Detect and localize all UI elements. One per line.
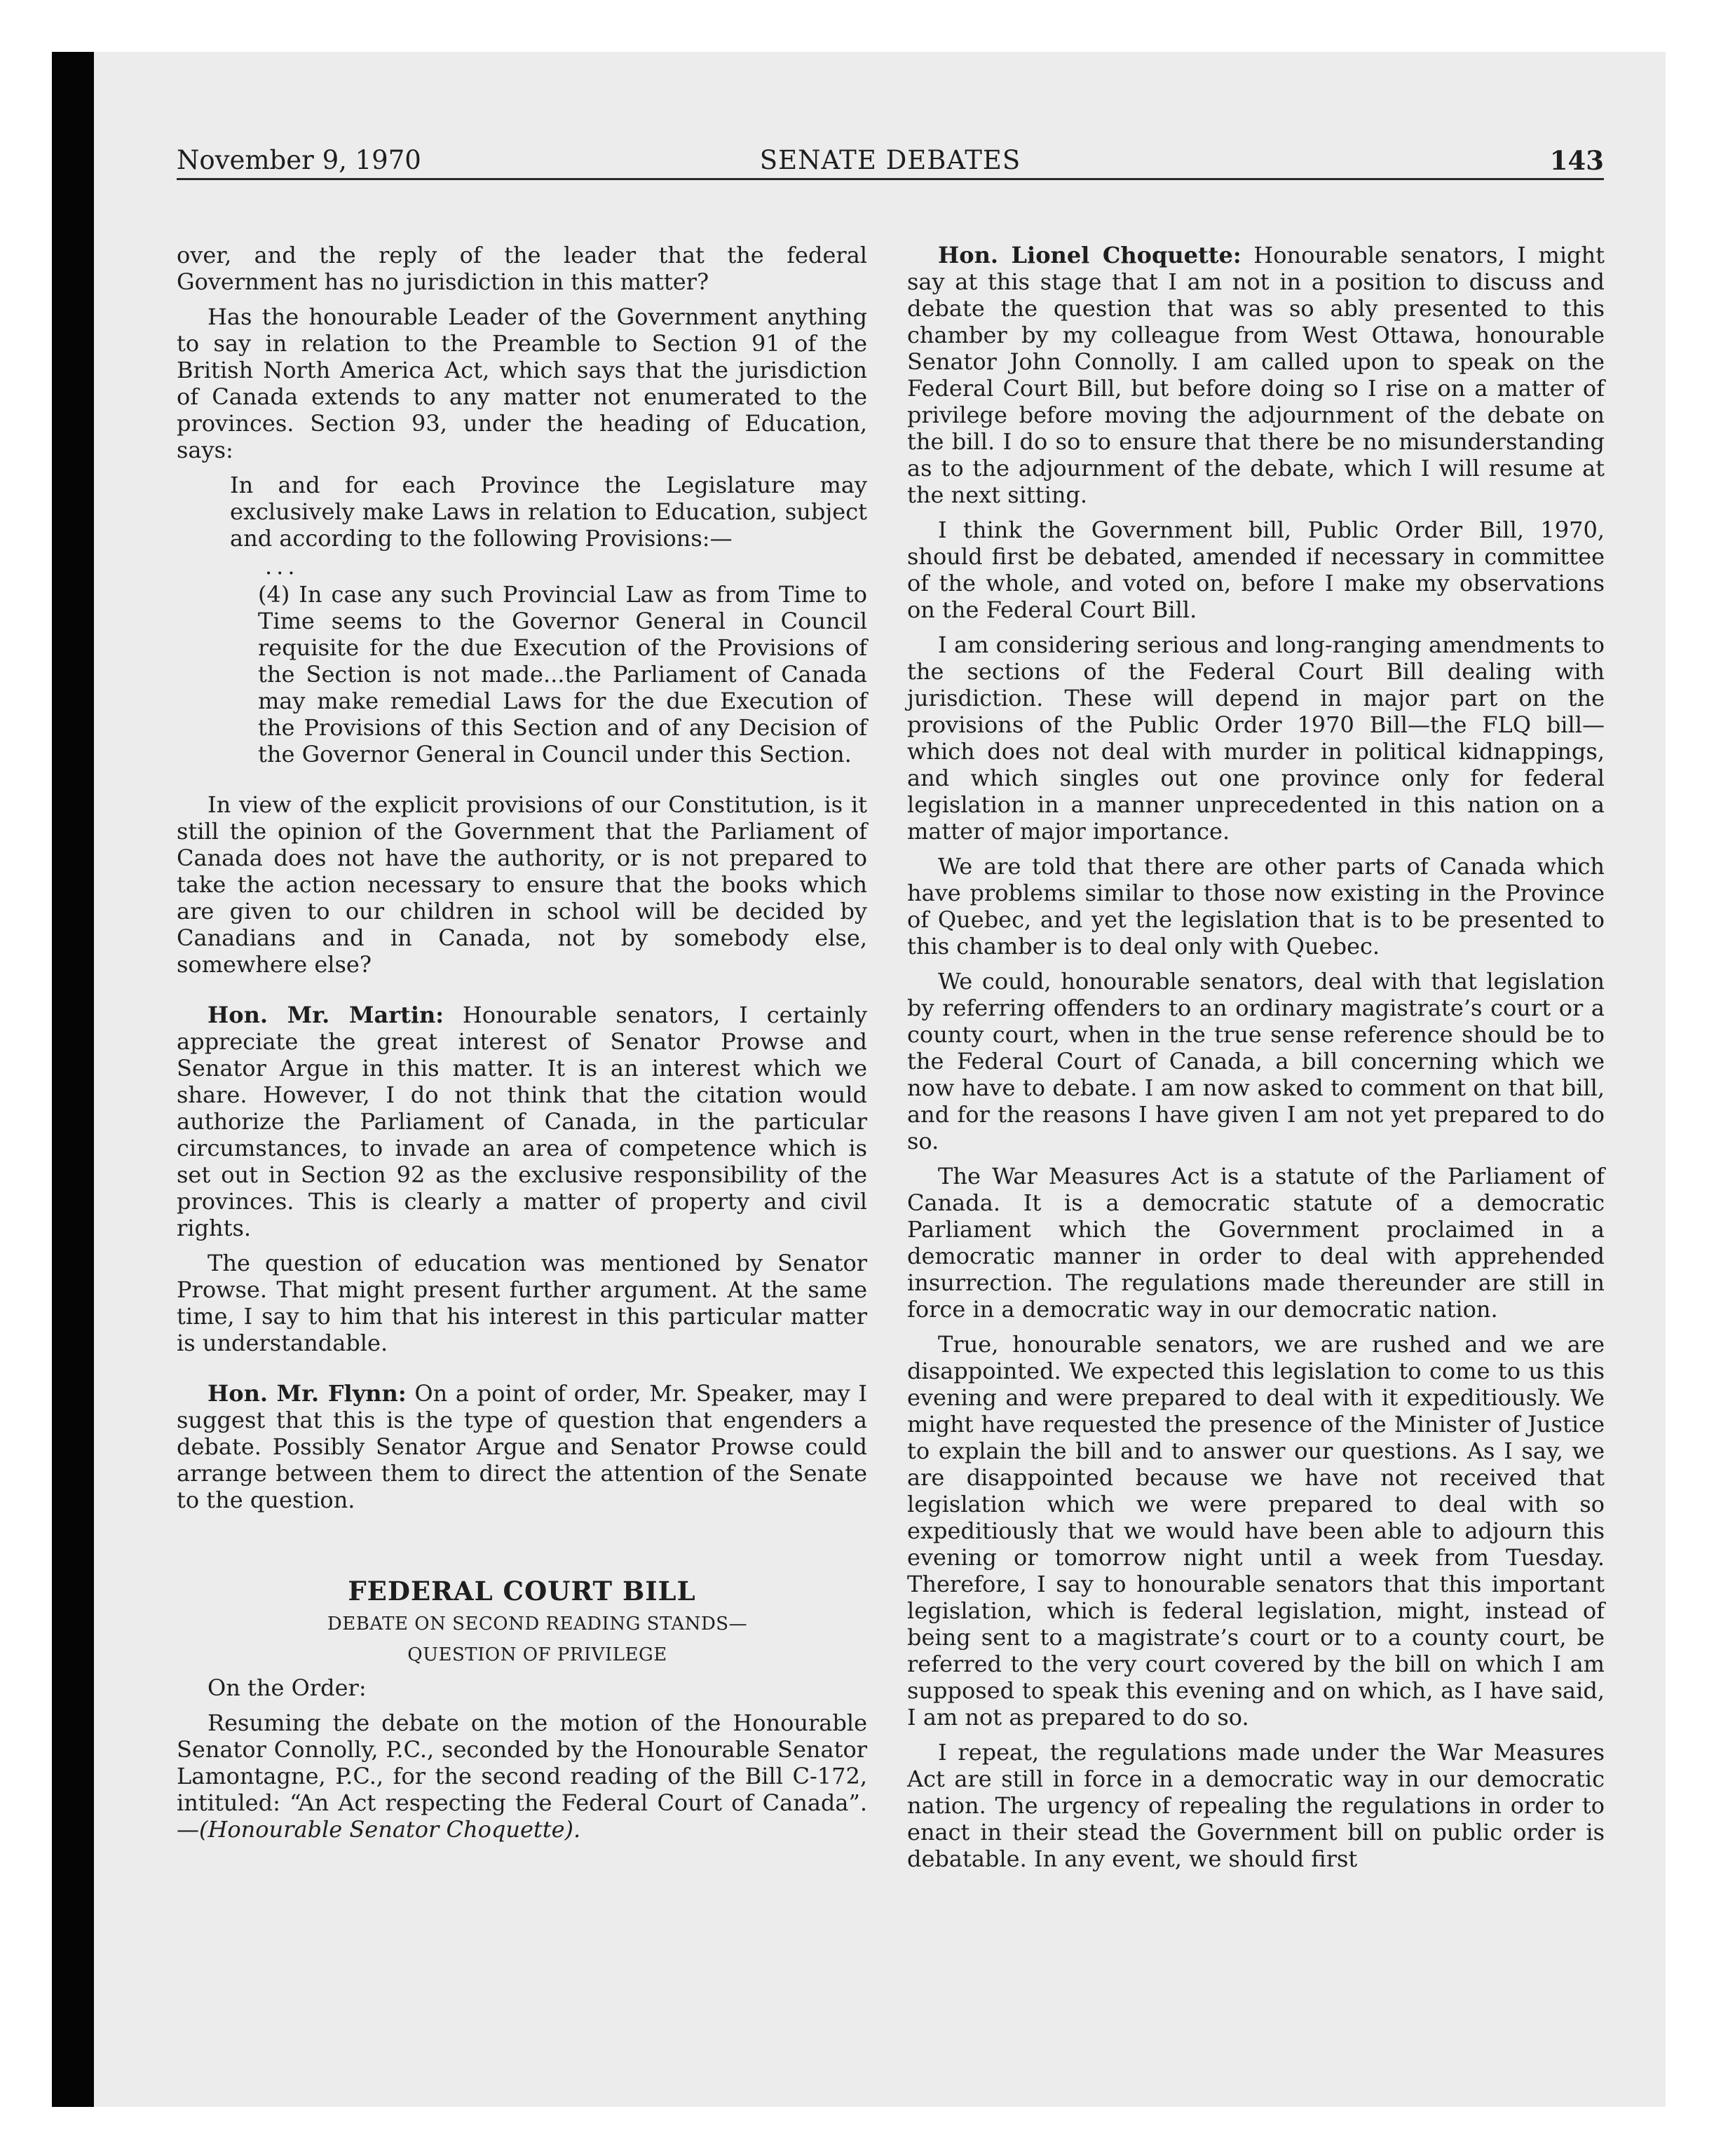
paragraph: I am considering serious and long-ranging amendments to the sections of the Federal Court Bill dealing with jurisdiction. These will depend in major part on the provisions of the Public Order 1970 Bill—the FLQ bill—which does not deal with murder in political kidnappings, and which singles out one province only for federal legislation in a manner unprecedented in this nation on a matter of major importance. (907, 632, 1605, 845)
paragraph: over, and the reply of the leader that the federal Government has no jurisdiction in this matter? (177, 242, 867, 295)
section-subtitle: QUESTION OF PRIVILEGE (407, 1644, 667, 1665)
block-quote (230, 472, 867, 767)
paragraph: In view of the explicit provisions of our Constitution, is it still the opinion of the Government that the Parliament of Canada does not have the authority, or is not prepared to take the action necessary to ensure that the books which are given to our children in school will be decided by Canadians and in Canada, not by somebody else, somewhere else? (177, 791, 867, 978)
header-title: SENATE DEBATES (759, 145, 1021, 175)
quote-subsection: (4) In case any such Provincial Law as from Time to Time seems to the Governor General in Council requisite for the due Execution of the Provisions of the Section is not made...the Parliament of Canada may make remedial Laws for the due Execution of the Provisions of this Section and of any Decision of the Governor General in Council under this Section. (258, 581, 867, 767)
paragraph: I repeat, the regulations made under the War Measures Act are still in force in a democratic way in our democratic nation. The urgency of repealing the regulations in order to enact in their stead the Government bill on public order is debatable. In any event, we should first (907, 1739, 1605, 1872)
paragraph: We could, honourable senators, deal with that legislation by referring offenders to an ordinary magistrate’s court or a county court, when in the true sense reference should be to the Federal Court of Canada, a bill concerning which we now have to debate. I am now asked to comment on that bill, and for the reasons I have given I am not yet prepared to do so. (907, 968, 1605, 1154)
header-date: November 9, 1970 (177, 145, 421, 175)
paragraph: Has the honourable Leader of the Government anything to say in relation to the Preamble to Section 91 of the British North America Act, which says that the jurisdiction of Canada extends to any matter not enumerated to the provinces. Section 93, under the heading of Education, says: (177, 303, 867, 463)
section-subtitle: DEBATE ON SECOND READING STANDS— (327, 1613, 748, 1635)
speech-text: On a point of order, Mr. Speaker, may I suggest that this is the type of question that engenders a debate. Possibly Senator Argue and Senator Prowse could arrange between them to direct the attention of the Senate to the question. (177, 1380, 868, 1513)
right-column (907, 242, 1605, 1881)
binding-edge (52, 52, 94, 2107)
paragraph: The War Measures Act is a statute of the Parliament of Canada. It is a democratic statute of a democratic Parliament which the Government proclaimed in a democratic manner in order to deal with apprehended insurrection. The regulations made thereunder are still in force in a democratic way in our democratic nation. (907, 1163, 1605, 1323)
speaker-name: Hon. Lionel Choquette: (938, 242, 1241, 268)
speaker-name: Hon. Mr. Flynn: (207, 1380, 407, 1407)
page-number: 143 (1549, 145, 1604, 176)
page-header (177, 143, 1604, 180)
speech-choquette (907, 242, 1605, 508)
quote-text: In and for each Province the Legislature may exclusively make Laws in relation to Education, subject and according to the following Provisions:— (230, 472, 867, 552)
paragraph: I think the Government bill, Public Order Bill, 1970, should first be debated, amended if necessary in committee of the whole, and voted on, before I make my observations on the Federal Court Bill. (907, 517, 1605, 623)
speech-flynn (177, 1380, 867, 1513)
paragraph: The question of education was mentioned by Senator Prowse. That might present further argument. At the same time, I say to him that his interest in this particular matter is understandable. (177, 1250, 867, 1356)
quote-ellipsis: ... (265, 553, 299, 580)
speech-text: Honourable senators, I might say at this stage that I am not in a position to discuss and debate the question that was so ably presented to this chamber by my colleague from West Ottawa, honourable Senator John Connolly. I am called upon to speak on the Federal Court Bill, but before doing so I rise on a matter of privilege before moving the adjournment of the debate on the bill. I do so to ensure that there be no misunderstanding as to the adjournment of the debate, which I will resume at the next sitting. (907, 242, 1605, 508)
motion-text (177, 1710, 867, 1843)
speech-text: Honourable senators, I certainly appreciate the great interest of Senator Prowse and Senator Argue in this matter. It is an interest which we share. However, I do not think that the citation would authorize the Parliament of Canada, in the particular circumstances, to invade an area of competence which is set out in Section 92 as the exclusive responsibility of the provinces. This is clearly a matter of property and civil rights. (177, 1002, 867, 1241)
left-column (177, 242, 867, 1851)
speech-martin (177, 1002, 867, 1241)
paragraph: We are told that there are other parts of Canada which have problems similar to those now existing in the Province of Quebec, and yet the legislation that is to be presented to this chamber is to deal only with Quebec. (907, 853, 1605, 960)
speaker-name: Hon. Mr. Martin: (207, 1002, 444, 1028)
section-title: FEDERAL COURT BILL (348, 1576, 696, 1606)
order-label: On the Order: (207, 1674, 367, 1701)
motion-attribution: (Honourable Senator Choquette). (199, 1816, 581, 1843)
motion-body: Resuming the debate on the motion of the Honourable Senator Connolly, P.C., seconded by the Honourable Senator Lamontagne, P.C., for the second reading of the Bill C-172, intituled: “An Act respecting the Federal Court of Canada”.— (177, 1710, 867, 1843)
paragraph: True, honourable senators, we are rushed and we are disappointed. We expected this legislation to come to us this evening and were prepared to deal with it expeditiously. We might have requested the presence of the Minister of Justice to explain the bill and to answer our questions. As I say, we are disappointed because we have not received that legislation which we were prepared to deal with so expeditiously that we would have been able to adjourn this evening or tomorrow night until a week from Tuesday. Therefore, I say to honourable senators that this important legislation, which is federal legislation, might, instead of being sent to a magistrate’s court or to a county court, be referred to the very court covered by the bill on which I am supposed to speak this evening and on which, as I have said, I am not as prepared to do so. (907, 1331, 1605, 1731)
